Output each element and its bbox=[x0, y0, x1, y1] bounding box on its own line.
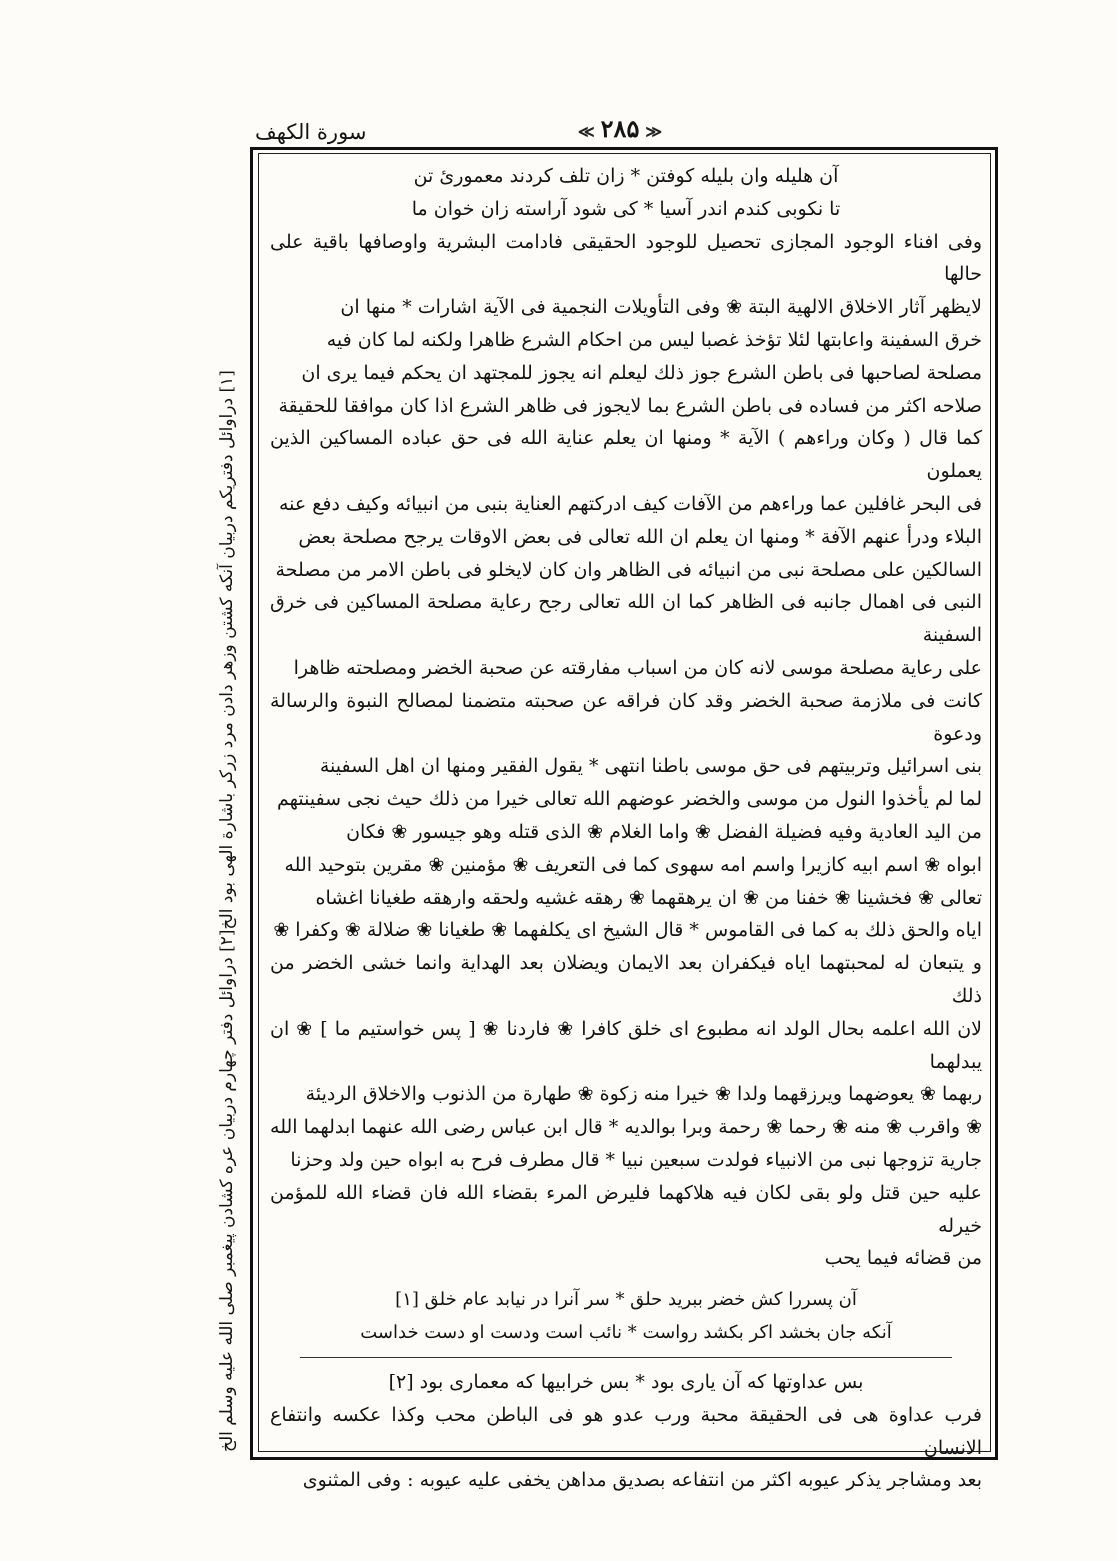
body-line: لما لم يأخذوا النول من موسى والخضر عوضهم الله تعالى خيرا من ذلك حيث نجى سفينتهم bbox=[276, 788, 982, 811]
poem-line: آن پسررا كش خضر ببريد حلق * سر آنرا در نيابد عام خلق [١] bbox=[395, 1289, 857, 1311]
ornament-left: ≫ bbox=[577, 122, 595, 141]
body-line: البلاء ودرأ عنهم الآفة * ومنها ان يعلم ان الله تعالى فى بعض الاوقات يرجح مصلحة بعض bbox=[298, 525, 982, 548]
main-text-block bbox=[270, 160, 982, 1497]
body-line: فى البحر غافلين عما وراءهم من الآفات كيف ادركتهم العناية بنبى من انبيائه وكيف دفع عنه bbox=[278, 492, 982, 515]
margin-note-1: [١] دراوائل دفتريكم دربيان آنكه كشتن وزهر دادن مرد زركر باشارة الهى بود الخ bbox=[217, 370, 237, 930]
page-number bbox=[545, 114, 695, 143]
body-line: فرب عداوة هى فى الحقيقة محبة ورب عدو هو فى الباطن محب وكذا عكسه وانتفاع الانسان bbox=[270, 1403, 982, 1459]
body-line: النبى فى اهمال جانبه فى الظاهر كما ان الله تعالى رجح رعاية مصلحة المساكين فى خرق السفينة bbox=[270, 591, 982, 647]
body-line: لان الله اعلمه بحال الولد انه مطبوع اى خلق كافرا ❀ فاردنا ❀ [ پس خواستيم ما ] ❀ ان يبدلهما bbox=[270, 1017, 982, 1073]
body-line: اياه والحق ذلك به كما فى القاموس * قال الشيخ اى يكلفهما ❀ طغيانا ❀ ضلالة ❀ وكفرا ❀ bbox=[273, 919, 982, 942]
body-line: تعالى ❀ فخشينا ❀ خفنا من ❀ ان يرهقهما ❀ رهقه غشيه ولحقه وارهقه طغيانا اغشاه bbox=[315, 886, 982, 909]
body-line: على رعاية مصلحة موسى لانه كان من اسباب مفارقته عن صحبة الخضر ومصلحته ظاهرا bbox=[293, 656, 982, 679]
margin-notes bbox=[205, 370, 249, 1460]
margin-note-2: [٢] دراوائل دفتر چهارم دربيان عره كشادن پيغمبر صلى الله عليه وسلم الخ bbox=[217, 929, 237, 1452]
body-line: جارية تزوجها نبى من الانبياء فولدت سبعين نبيا * قال مطرف فرح به ابواه حين ولد وحزنا bbox=[290, 1148, 982, 1171]
body-line: صلاحه اكثر من فساده فى باطن الشرع بما لايجوز فى ظاهر الشرع اذا كان موافقا للحقيقة bbox=[278, 394, 982, 417]
surah-title: سورة الكهف bbox=[255, 120, 367, 144]
page-header bbox=[0, 112, 1117, 152]
body-line: من قضائه فيما يحب bbox=[824, 1247, 982, 1270]
divider bbox=[300, 1357, 952, 1358]
body-line: بعد ومشاجر يذكر عيوبه اكثر من انتفاعه بصديق مداهن يخفى عليه عيوبه : وفى المثنوى bbox=[302, 1469, 982, 1492]
body-line: بنى اسرائيل وتربيتهم فى حق موسى باطنا انتهى * يقول الفقير ومنها ان اهل السفينة bbox=[319, 755, 982, 778]
body-line: كما قال ( وكان وراءهم ) الآية * ومنها ان يعلم عناية الله فى حق عباده المساكين الذين يعملون bbox=[270, 427, 983, 483]
page-number-value: ۲۸۵ bbox=[600, 114, 640, 143]
body-line: ❀ واقرب ❀ منه ❀ رحما ❀ رحمة وبرا بوالديه * قال ابن عباس رضى الله عنهما ابدلهما الله bbox=[270, 1116, 982, 1139]
body-line: وفى افناء الوجود المجازى تحصيل للوجود الحقيقى فادامت البشرية واوصافها باقية على حالها bbox=[270, 230, 982, 286]
poem-line: آنكه جان بخشد اكر بكشد رواست * نائب است ودست او دست خداست bbox=[360, 1322, 892, 1344]
body-line: ربهما ❀ يعوضهما ويرزقهما ولدا ❀ خيرا منه زكوة ❀ طهارة من الذنوب والاخلاق الرديئة bbox=[305, 1083, 982, 1106]
poem-block bbox=[270, 1283, 982, 1349]
ornament-right: ≪ bbox=[645, 122, 663, 141]
poem-line: بس عداوتها كه آن يارى بود * بس خرابيها كه معمارى بود [٢] bbox=[388, 1371, 864, 1394]
body-line: ابواه ❀ اسم ابيه كازيرا واسم امه سهوى كما فى التعريف ❀ مؤمنين ❀ مقرين بتوحيد الله bbox=[284, 853, 982, 876]
body-line: لايظهر آثار الاخلاق الالهية البتة ❀ وفى التأويلات النجمية فى الآية اشارات * منها ان bbox=[340, 296, 982, 319]
body-line: و يتبعان له لمحبتهما اياه فيكفران بعد الايمان ويضلان بعد الهداية وانما خشى الخضر من ذلك bbox=[270, 952, 982, 1007]
poem-line: آن هليله وان بليله كوفتن * زان تلف كردند معمورئ تن bbox=[413, 165, 839, 187]
body-line: من اليد العادية وفيه فضيلة الفضل ❀ واما الغلام ❀ الذى قتله وهو جيسور ❀ فكان bbox=[346, 820, 982, 843]
body-line: كانت فى ملازمة صحبة الخضر وقد كان فراقه عن صحبته متضمنا لمصالح النبوة والرسالة ودعوة bbox=[270, 689, 983, 745]
body-line: السالكين على مصلحة نبى من انبيائه فى الظاهر وان كان لايخلو فى باطن الامر من مصلحة bbox=[275, 558, 982, 581]
poem-line: تا نكوبى كندم اندر آسيا * كى شود آراسته زان خوان ما bbox=[411, 197, 841, 220]
body-line: مصلحة لصاحبها فى باطن الشرع جوز ذلك ليعلم انه يجوز للمجتهد ان يحكم فيما يرى ان bbox=[301, 361, 982, 384]
body-line: عليه حين قتل ولو بقى لكان فيه هلاكهما فليرض المرء بقضاء الله فان قضاء الله للمؤمن خيرله bbox=[270, 1181, 982, 1237]
body-line: خرق السفينة واعابتها لئلا تؤخذ غصبا ليس من احكام الشرع ظاهرا ولكنه لما كان فيه bbox=[326, 328, 982, 351]
